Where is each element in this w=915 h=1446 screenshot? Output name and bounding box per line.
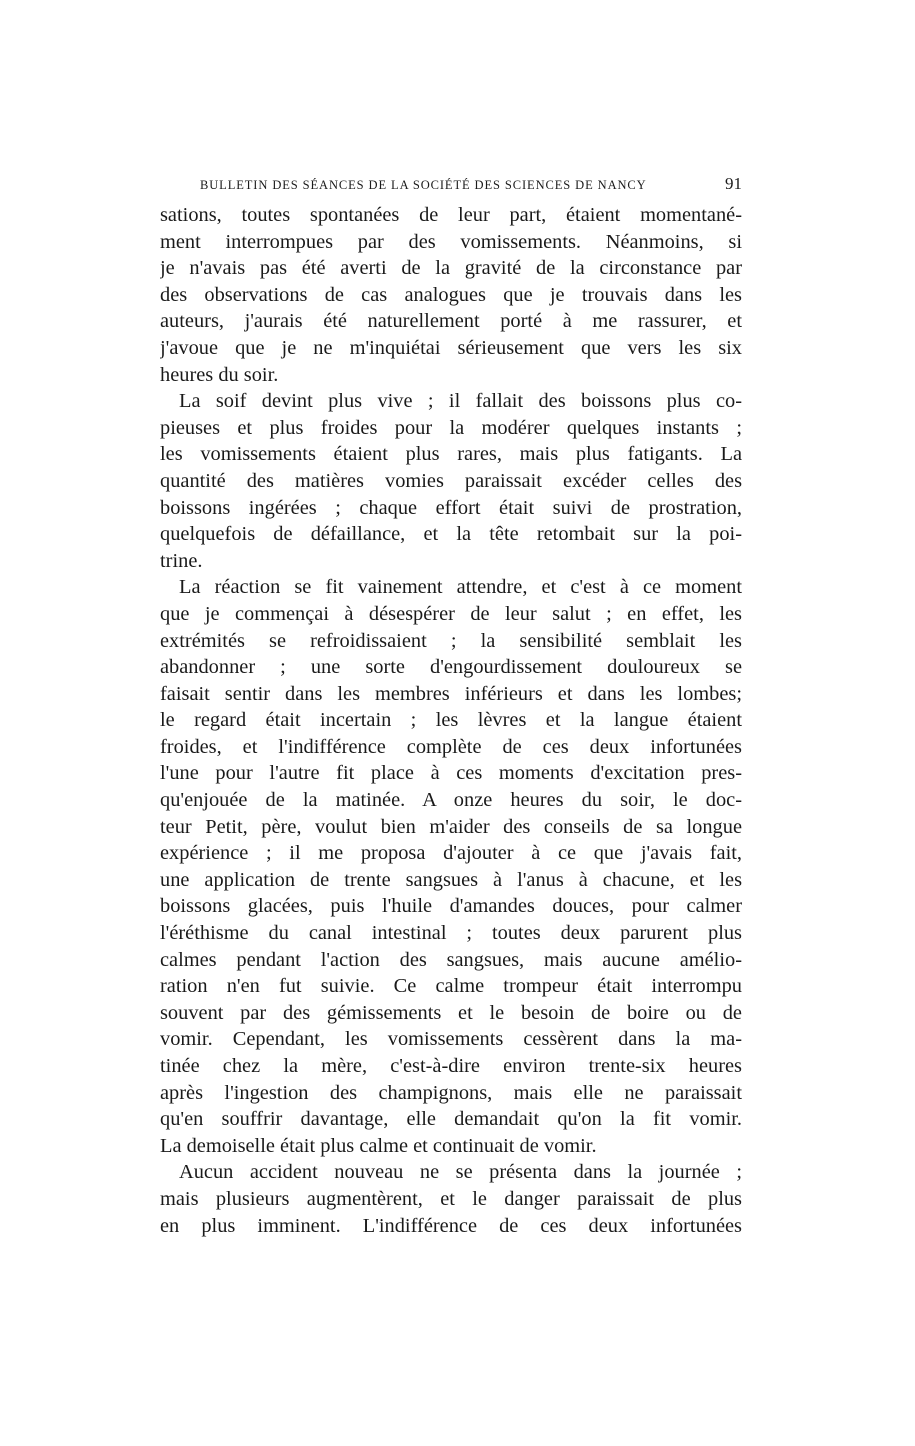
text-line: auteurs, j'aurais été naturellement porté à me rassurer, et	[160, 310, 742, 333]
text-line: qu'enjouée de la matinée. A onze heures du soir, le doc-	[160, 789, 742, 812]
text-line: pieuses et plus froides pour la modérer quelques instants ;	[160, 416, 742, 439]
text-line: le regard était incertain ; les lèvres et la langue étaient	[160, 709, 742, 732]
running-head	[160, 176, 742, 196]
text-line: vomir. Cependant, les vomissements cessèrent dans la ma-	[160, 1028, 742, 1051]
text-line: j'avoue que je ne m'inquiétai sérieusement que vers les six	[160, 336, 742, 359]
text-line: l'éréthisme du canal intestinal ; toutes deux parurent plus	[160, 922, 742, 945]
text-line: La demoiselle était plus calme et continuait de vomir.	[160, 1134, 597, 1157]
text-line: quantité des matières vomies paraissait excéder celles des	[160, 469, 742, 492]
text-line: souvent par des gémissements et le besoin de boire ou de	[160, 1001, 742, 1024]
text-line: boissons ingérées ; chaque effort était suivi de prostration,	[160, 496, 742, 519]
text-line: l'une pour l'autre fit place à ces moments d'excitation pres-	[160, 762, 742, 785]
text-line: extrémités se refroidissaient ; la sensibilité semblait les	[160, 629, 742, 652]
text-line: les vomissements étaient plus rares, mais plus fatigants. La	[160, 443, 742, 466]
text-line: que je commençai à désespérer de leur salut ; en effet, les	[160, 602, 742, 625]
text-line: trine.	[160, 549, 203, 572]
text-line: des observations de cas analogues que je trouvais dans les	[160, 283, 742, 306]
text-line: ment interrompues par des vomissements. Néanmoins, si	[160, 230, 742, 253]
text-line: quelquefois de défaillance, et la tête retombait sur la poi-	[160, 523, 742, 546]
text-line: La soif devint plus vive ; il fallait des boissons plus co-	[179, 390, 742, 413]
running-head-title: BULLETIN DES SÉANCES DE LA SOCIÉTÉ DES SCIENCES DE NANCY	[200, 178, 647, 192]
text-line: ration n'en fut suivie. Ce calme trompeur était interrompu	[160, 975, 742, 998]
text-line: une application de trente sangsues à l'anus à chacune, et les	[160, 868, 742, 891]
page-number: 91	[725, 174, 742, 193]
paragraph	[160, 574, 742, 1159]
text-line: tinée chez la mère, c'est-à-dire environ trente-six heures	[160, 1055, 742, 1077]
text-line: calmes pendant l'action des sangsues, mais aucune amélio-	[160, 948, 742, 971]
text-line: boissons glacées, puis l'huile d'amandes douces, pour calmer	[160, 895, 742, 918]
body-text	[160, 202, 742, 1239]
text-line: sations, toutes spontanées de leur part, étaient momentané-	[160, 204, 742, 226]
text-line: abandonner ; une sorte d'engourdissement douloureux se	[160, 656, 742, 679]
text-line: faisait sentir dans les membres inférieurs et dans les lombes;	[160, 682, 742, 705]
text-line: teur Petit, père, voulut bien m'aider des conseils de sa longue	[160, 815, 742, 838]
text-line: en plus imminent. L'indifférence de ces deux infortunées	[160, 1214, 742, 1237]
text-line: froides, et l'indifférence complète de ces deux infortunées	[160, 735, 742, 758]
text-line: La réaction se fit vainement attendre, et c'est à ce moment	[179, 576, 742, 599]
text-line: heures du soir.	[160, 363, 279, 386]
text-line: expérience ; il me proposa d'ajouter à ce que j'avais fait,	[160, 842, 742, 865]
text-line: après l'ingestion des champignons, mais elle ne paraissait	[160, 1081, 742, 1104]
text-line: qu'en souffrir davantage, elle demandait qu'on la fit vomir.	[160, 1108, 742, 1131]
paragraph	[160, 1159, 742, 1239]
paragraph	[160, 388, 742, 574]
paragraph	[160, 202, 742, 388]
text-line: mais plusieurs augmentèrent, et le danger paraissait de plus	[160, 1187, 742, 1210]
text-line: je n'avais pas été averti de la gravité de la circonstance par	[160, 257, 742, 280]
text-line: Aucun accident nouveau ne se présenta dans la journée ;	[179, 1161, 742, 1184]
